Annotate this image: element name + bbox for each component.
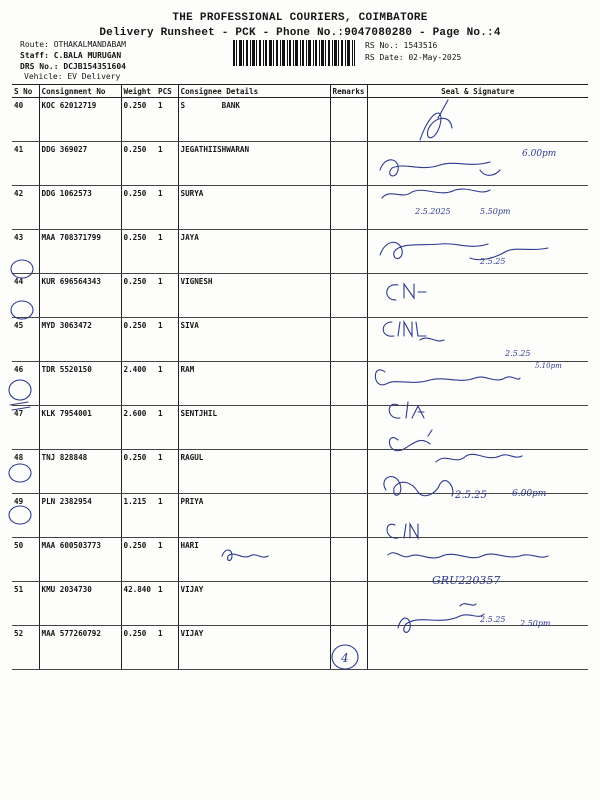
cell-pcs: 1 [156,538,178,582]
cell-remarks [330,186,367,230]
hw-r49-date: 2.5.25 [455,490,487,501]
cell-consignee: SENTJHIL [178,406,330,450]
col-weight-header: Weight [121,85,156,98]
cell-seal [367,406,588,450]
cell-consignment: DDG 1062573 [39,186,121,230]
table-row [12,230,588,274]
staff-label: Staff: [20,51,49,60]
cell-seal [367,142,588,186]
route-value: OTHAKALMANDABAM [53,40,126,49]
cell-pcs: 1 [156,274,178,318]
cell-seal [367,450,588,494]
cell-remarks [330,494,367,538]
cell-weight: 0.250 [121,230,156,274]
hw-r52-date: 2.5.25 [480,615,506,624]
cell-consignee: VIJAY [178,626,330,670]
cell-weight: 2.600 [121,406,156,450]
cell-consignment: PLN 2382954 [39,494,121,538]
cell-pcs: 1 [156,362,178,406]
cell-pcs: 1 [156,494,178,538]
cell-consignment: MAA 577260792 [39,626,121,670]
cell-sno: 46 [12,362,39,406]
rs-date-label: RS Date: [365,53,404,62]
cell-seal [367,318,588,362]
cell-weight: 0.250 [121,626,156,670]
cell-pcs: 1 [156,626,178,670]
cell-consignee: RAM [178,362,330,406]
cell-consignee: JAYA [178,230,330,274]
hw-page-mark: 4 [341,651,349,665]
hw-r41-time: 6.00pm [522,149,557,159]
cell-consignment: KOC 62012719 [39,98,121,142]
drs-line [20,62,126,72]
cell-consignment: KUR 696564343 [39,274,121,318]
hw-r46-date: 2.5.25 [505,349,531,358]
cell-remarks [330,142,367,186]
cell-pcs: 1 [156,450,178,494]
col-remarks-header: Remarks [330,85,367,98]
table-row [12,494,588,538]
cell-consignment: TDR 5520150 [39,362,121,406]
cell-remarks [330,318,367,362]
hw-r46-time: 5.10pm [535,362,562,370]
cell-consignee: SIVA [178,318,330,362]
cell-sno: 43 [12,230,39,274]
cell-sno: 42 [12,186,39,230]
cell-seal [367,274,588,318]
table-row [12,98,588,142]
drs-label: DRS No.: [20,62,59,71]
cell-seal [367,494,588,538]
table-row [12,142,588,186]
cell-pcs: 1 [156,142,178,186]
barcode-image [233,40,355,66]
cell-pcs: 1 [156,230,178,274]
cell-consignee: VIGNESH [178,274,330,318]
cell-weight: 0.250 [121,450,156,494]
hw-r51-code: GRU220357 [432,574,501,587]
drs-value: DCJB154351604 [63,62,126,71]
col-pcs-header: PCS [156,85,178,98]
cell-sno: 52 [12,626,39,670]
cell-remarks [330,274,367,318]
cell-consignee: RAGUL [178,450,330,494]
cell-weight: 0.250 [121,274,156,318]
hw-r49-time: 6.00pm [512,489,547,499]
cell-weight: 0.250 [121,538,156,582]
hw-r43-date: 2.5.25 [480,257,506,266]
cell-remarks [330,538,367,582]
cell-pcs: 1 [156,98,178,142]
table-row [12,582,588,626]
table-row [12,450,588,494]
route-line [20,40,126,50]
cell-consignment: TNJ 828848 [39,450,121,494]
staff-line [20,51,121,61]
table-row [12,538,588,582]
cell-seal [367,186,588,230]
cell-sno: 45 [12,318,39,362]
route-label: Route: [20,40,49,49]
table-row [12,406,588,450]
staff-value: C.BALA MURUGAN [53,51,122,60]
cell-consignee: JEGATHIISHWARAN [178,142,330,186]
cell-consignment: DDG 369027 [39,142,121,186]
col-sno-header: S No [12,85,39,98]
cell-remarks [330,98,367,142]
cell-consignment: MAA 600503773 [39,538,121,582]
cell-pcs: 1 [156,406,178,450]
hw-r42-date: 2.5.2025 [415,207,451,216]
cell-consignment: KMU 2034730 [39,582,121,626]
vehicle-label: Vehicle: [24,72,63,81]
cell-consignee: PRIYA [178,494,330,538]
hw-r52-time: 2.50pm [520,619,551,628]
vehicle-value: EV Delivery [67,72,121,81]
cell-remarks [330,362,367,406]
cell-consignee: S BANK [178,98,330,142]
table-row [12,186,588,230]
table-header-row [12,85,588,98]
cell-sno: 51 [12,582,39,626]
cell-seal [367,626,588,670]
cell-consignee: HARI [178,538,330,582]
cell-sno: 49 [12,494,39,538]
col-seal-header: Seal & Signature [367,85,588,98]
rs-date-value: 02-May-2025 [408,53,462,62]
cell-seal [367,362,588,406]
table-row [12,362,588,406]
cell-seal [367,538,588,582]
cell-weight: 1.215 [121,494,156,538]
cell-sno: 48 [12,450,39,494]
table-row [12,626,588,670]
cell-seal [367,98,588,142]
cell-remarks [330,230,367,274]
cell-remarks [330,406,367,450]
cell-remarks [330,626,367,670]
cell-consignee: VIJAY [178,582,330,626]
rs-no-value: 1543516 [403,41,438,50]
table-row [12,318,588,362]
cell-sno: 40 [12,98,39,142]
cell-sno: 44 [12,274,39,318]
table-row [12,274,588,318]
cell-pcs: 1 [156,582,178,626]
cell-pcs: 1 [156,186,178,230]
cell-weight: 0.250 [121,318,156,362]
cell-weight: 0.250 [121,186,156,230]
runsheet-table [12,84,588,670]
rs-date-line [365,53,461,63]
rs-no-line [365,41,437,51]
hw-r42-time: 5.50pm [480,207,511,216]
rs-no-label: RS No.: [365,41,399,50]
cell-remarks [330,450,367,494]
cell-consignee: SURYA [178,186,330,230]
cell-pcs: 1 [156,318,178,362]
cell-seal [367,230,588,274]
cell-weight: 0.250 [121,98,156,142]
col-consignment-header: Consignment No [39,85,121,98]
cell-weight: 0.250 [121,142,156,186]
cell-sno: 41 [12,142,39,186]
vehicle-line [24,72,120,82]
col-consignee-header: Consignee Details [178,85,330,98]
cell-consignment: MAA 708371799 [39,230,121,274]
cell-weight: 42.840 [121,582,156,626]
cell-consignment: MYD 3063472 [39,318,121,362]
cell-weight: 2.400 [121,362,156,406]
cell-sno: 47 [12,406,39,450]
company-title: THE PROFESSIONAL COURIERS, COIMBATORE [172,12,428,24]
cell-consignment: KLK 7954001 [39,406,121,450]
cell-seal [367,582,588,626]
runsheet-subtitle: Delivery Runsheet - PCK - Phone No.:9047080280 - Page No.:4 [99,27,501,39]
cell-sno: 50 [12,538,39,582]
cell-remarks [330,582,367,626]
